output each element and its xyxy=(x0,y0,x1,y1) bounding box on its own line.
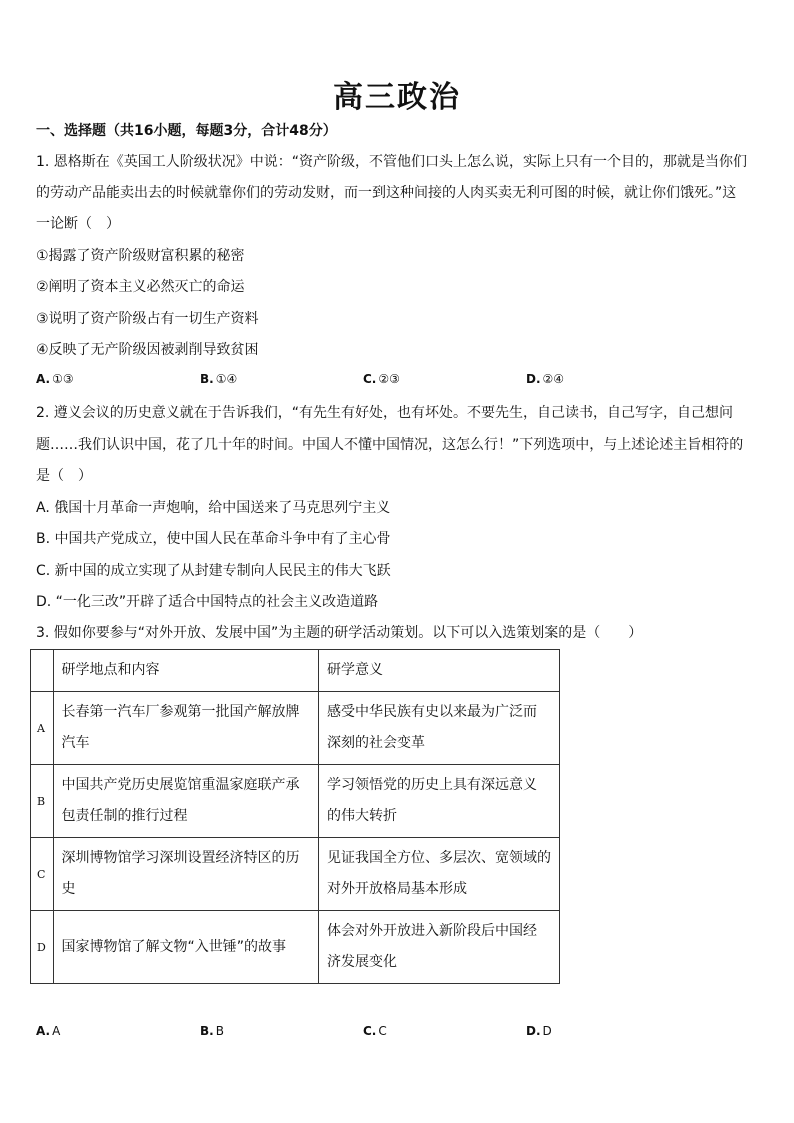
row-key: A xyxy=(31,692,54,765)
row-meaning xyxy=(319,911,560,984)
cell-line: 深刻的社会变革 xyxy=(327,735,425,751)
option-text: ②③ xyxy=(378,372,400,386)
q2-option-a[interactable]: A. 俄国十月革命一声炮响，给中国送来了马克思列宁主义 xyxy=(36,500,391,516)
q1-statement-4: ④反映了无产阶级因被剥削导致贫困 xyxy=(36,342,259,358)
cell-line: 中国共产党历史展览馆重温家庭联产承 xyxy=(61,777,300,793)
cell-line: 感受中华民族有史以来最为广泛而 xyxy=(327,704,537,720)
q1-stem-line-2: 的劳动产品能卖出去的时候就靠你们的劳动发财，而一到这种间接的人肉买卖无利可图的时候，就让你们饿死。”这 xyxy=(36,185,737,201)
q1-options xyxy=(36,372,736,392)
cell-line: 史 xyxy=(61,881,76,897)
q2-option-c[interactable]: C. 新中国的成立实现了从封建专制向人民民主的伟大飞跃 xyxy=(36,563,391,579)
table-header-row xyxy=(31,650,560,692)
q1-option-a[interactable] xyxy=(36,372,74,386)
row-meaning xyxy=(319,692,560,765)
q3-table xyxy=(30,649,560,984)
q1-stem-line-3: 一论断（ ） xyxy=(36,216,120,232)
q3-option-a[interactable] xyxy=(36,1024,60,1038)
cell-line: 学习领悟党的历史上具有深远意义 xyxy=(327,777,537,793)
option-label: C. xyxy=(363,372,377,386)
option-label: D. xyxy=(526,372,541,386)
q3-option-b[interactable] xyxy=(200,1024,224,1038)
row-key: D xyxy=(31,911,54,984)
page-title: 高三政治 xyxy=(333,80,461,115)
table-row xyxy=(31,838,560,911)
cell-line: 汽车 xyxy=(61,735,90,751)
cell-line: 对外开放格局基本形成 xyxy=(327,881,467,897)
option-text: D xyxy=(542,1024,552,1038)
q1-option-c[interactable] xyxy=(363,372,400,386)
table-header-key xyxy=(31,650,54,692)
cell-line: 见证我国全方位、多层次、宽领域的 xyxy=(327,850,551,866)
row-content xyxy=(53,765,319,838)
option-label: A. xyxy=(36,1024,51,1038)
option-label: A. xyxy=(36,372,51,386)
option-text: ②④ xyxy=(542,372,565,386)
q1-stem-line-1: 1. 恩格斯在《英国工人阶级状况》中说：“资产阶级，不管他们口头上怎么说，实际上只有一个目的，那就是当你们 xyxy=(36,154,748,170)
table-row xyxy=(31,911,560,984)
row-content xyxy=(53,838,319,911)
cell-line: 长春第一汽车厂参观第一批国产解放牌 xyxy=(61,704,300,720)
q2-stem-line-3: 是（ ） xyxy=(36,468,92,484)
q2-option-b[interactable]: B. 中国共产党成立，使中国人民在革命斗争中有了主心骨 xyxy=(36,531,391,547)
row-meaning xyxy=(319,838,560,911)
option-label: B. xyxy=(200,1024,214,1038)
option-label: C. xyxy=(363,1024,377,1038)
q3-option-c[interactable] xyxy=(363,1024,387,1038)
cell-line: 国家博物馆了解文物“入世锤”的故事 xyxy=(61,938,287,955)
q2-stem-line-2: 题……我们认识中国，花了几十年的时间。中国人不懂中国情况，这怎么行！”下列选项中，与上述论述主旨相符的 xyxy=(36,437,744,453)
row-content xyxy=(53,692,319,765)
table-header-meaning: 研学意义 xyxy=(319,650,560,692)
table-row xyxy=(31,692,560,765)
cell-line: 济发展变化 xyxy=(327,954,397,970)
q1-option-b[interactable] xyxy=(200,372,237,386)
option-text: ①④ xyxy=(215,372,238,386)
q3-options xyxy=(36,1024,736,1044)
table-row xyxy=(31,765,560,838)
row-key: C xyxy=(31,838,54,911)
row-content xyxy=(53,911,319,984)
option-text: B xyxy=(215,1024,224,1038)
section-heading: 一、选择题（共16小题，每题3分，合计48分） xyxy=(36,123,337,139)
option-label: D. xyxy=(526,1024,541,1038)
q3-stem: 3. 假如你要参与“对外开放、发展中国”为主题的研学活动策划。以下可以入选策划案的是（ ） xyxy=(36,625,643,641)
q1-option-d[interactable] xyxy=(526,372,564,386)
cell-line: 深圳博物馆学习深圳设置经济特区的历 xyxy=(61,850,300,866)
option-label: B. xyxy=(200,372,214,386)
q3-option-d[interactable] xyxy=(526,1024,552,1038)
cell-line: 包责任制的推行过程 xyxy=(61,808,188,824)
row-meaning xyxy=(319,765,560,838)
q1-statement-2: ②阐明了资本主义必然灭亡的命运 xyxy=(36,279,245,295)
cell-line: 的伟大转折 xyxy=(327,808,397,824)
q2-option-d[interactable]: D. “一化三改”开辟了适合中国特点的社会主义改造道路 xyxy=(36,594,379,610)
option-text: C xyxy=(378,1024,387,1038)
row-key: B xyxy=(31,765,54,838)
option-text: A xyxy=(52,1024,61,1038)
cell-line: 体会对外开放进入新阶段后中国经 xyxy=(327,923,537,939)
table-header-content: 研学地点和内容 xyxy=(53,650,319,692)
q1-statement-1: ①揭露了资产阶级财富积累的秘密 xyxy=(36,248,245,264)
q1-statement-3: ③说明了资产阶级占有一切生产资料 xyxy=(36,311,259,327)
q2-stem-line-1: 2. 遵义会议的历史意义就在于告诉我们，“有先生有好处，也有坏处。不要先生，自己读书，自己写字，自己想问 xyxy=(36,405,734,421)
option-text: ①③ xyxy=(52,372,74,386)
